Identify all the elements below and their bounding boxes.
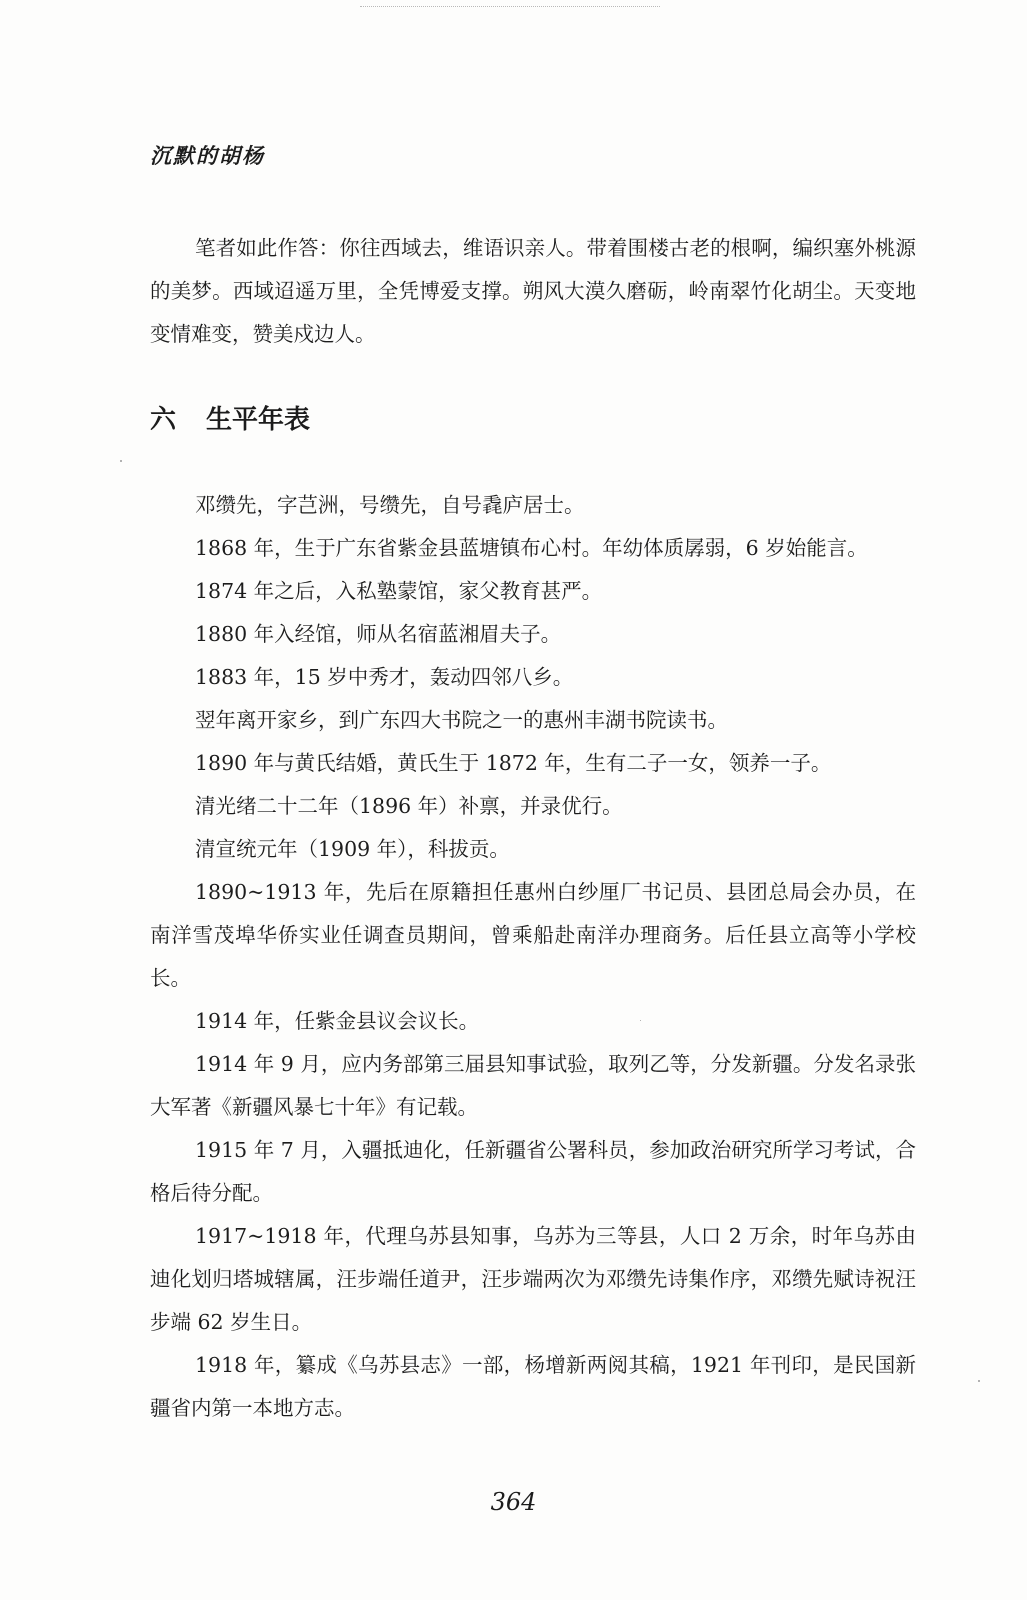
page-number: 364 [490,1488,537,1516]
chronology-entry: 1915 年 7 月，入疆抵迪化，任新疆省公署科员，参加政治研究所学习考试，合格后待分配。 [150,1138,916,1205]
chronology-entry: 1918 年，纂成《乌苏县志》一部，杨增新两阅其稿，1921 年刊印，是民国新疆省内第一本地方志。 [150,1353,916,1420]
section-number: 六 [150,405,177,435]
section-heading [150,399,310,436]
chronology-entry: 1874 年之后，入私塾蒙馆，家父教育甚严。 [195,579,603,603]
top-edge-remnant [360,0,660,7]
chronology-entry: 1868 年，生于广东省紫金县蓝塘镇布心村。年幼体质孱弱，6 岁始能言。 [195,536,868,560]
chronology-entry: 翌年离开家乡，到广东四大书院之一的惠州丰湖书院读书。 [195,708,728,732]
chronology-entry: 清光绪二十二年（1896 年）补禀，并录优行。 [195,794,623,818]
chronology-entry: 1890 年与黄氏结婚，黄氏生于 1872 年，生有二子一女，领养一子。 [195,751,832,775]
chronology-entry: 邓缵先，字芑洲，号缵先，自号毳庐居士。 [195,493,585,517]
intro-paragraph: 笔者如此作答：你往西域去，维语识亲人。带着围楼古老的根啊，编织塞外桃源的美梦。西域迢遥万里，全凭博爱支撑。朔风大漠久磨砺，岭南翠竹化胡尘。天变地变情难变，赞美戍边人。 [150,236,916,346]
chronology-entry: 1914 年 9 月，应内务部第三届县知事试验，取列乙等，分发新疆。分发名录张大军著《新疆风暴七十年》有记载。 [150,1052,916,1119]
scan-speck [978,1380,980,1382]
section-title: 生平年表 [206,405,311,435]
running-head: 沉默的胡杨 [150,143,265,168]
scan-speck [120,460,122,462]
chronology-entry: 1917~1918 年，代理乌苏县知事，乌苏为三等县，人口 2 万余，时年乌苏由迪化划归塔城辖属，汪步端任道尹，汪步端两次为邓缵先诗集作序，邓缵先赋诗祝汪步端 62 岁生日。 [150,1224,916,1334]
intro-text [150,227,916,356]
chronology-entry: 清宣统元年（1909 年），科拔贡。 [195,837,510,861]
chronology [150,484,916,1430]
chronology-entry: 1914 年，任紫金县议会议长。 [195,1009,480,1033]
chronology-entry: 1883 年，15 岁中秀才，轰动四邻八乡。 [195,665,574,689]
chronology-entry: 1890~1913 年，先后在原籍担任惠州白纱厘厂书记员、县团总局会办员，在南洋雪茂埠华侨实业任调查员期间，曾乘船赴南洋办理商务。后任县立高等小学校长。 [150,880,916,990]
scan-speck [640,1020,641,1021]
chronology-entry: 1880 年入经馆，师从名宿蓝湘眉夫子。 [195,622,562,646]
